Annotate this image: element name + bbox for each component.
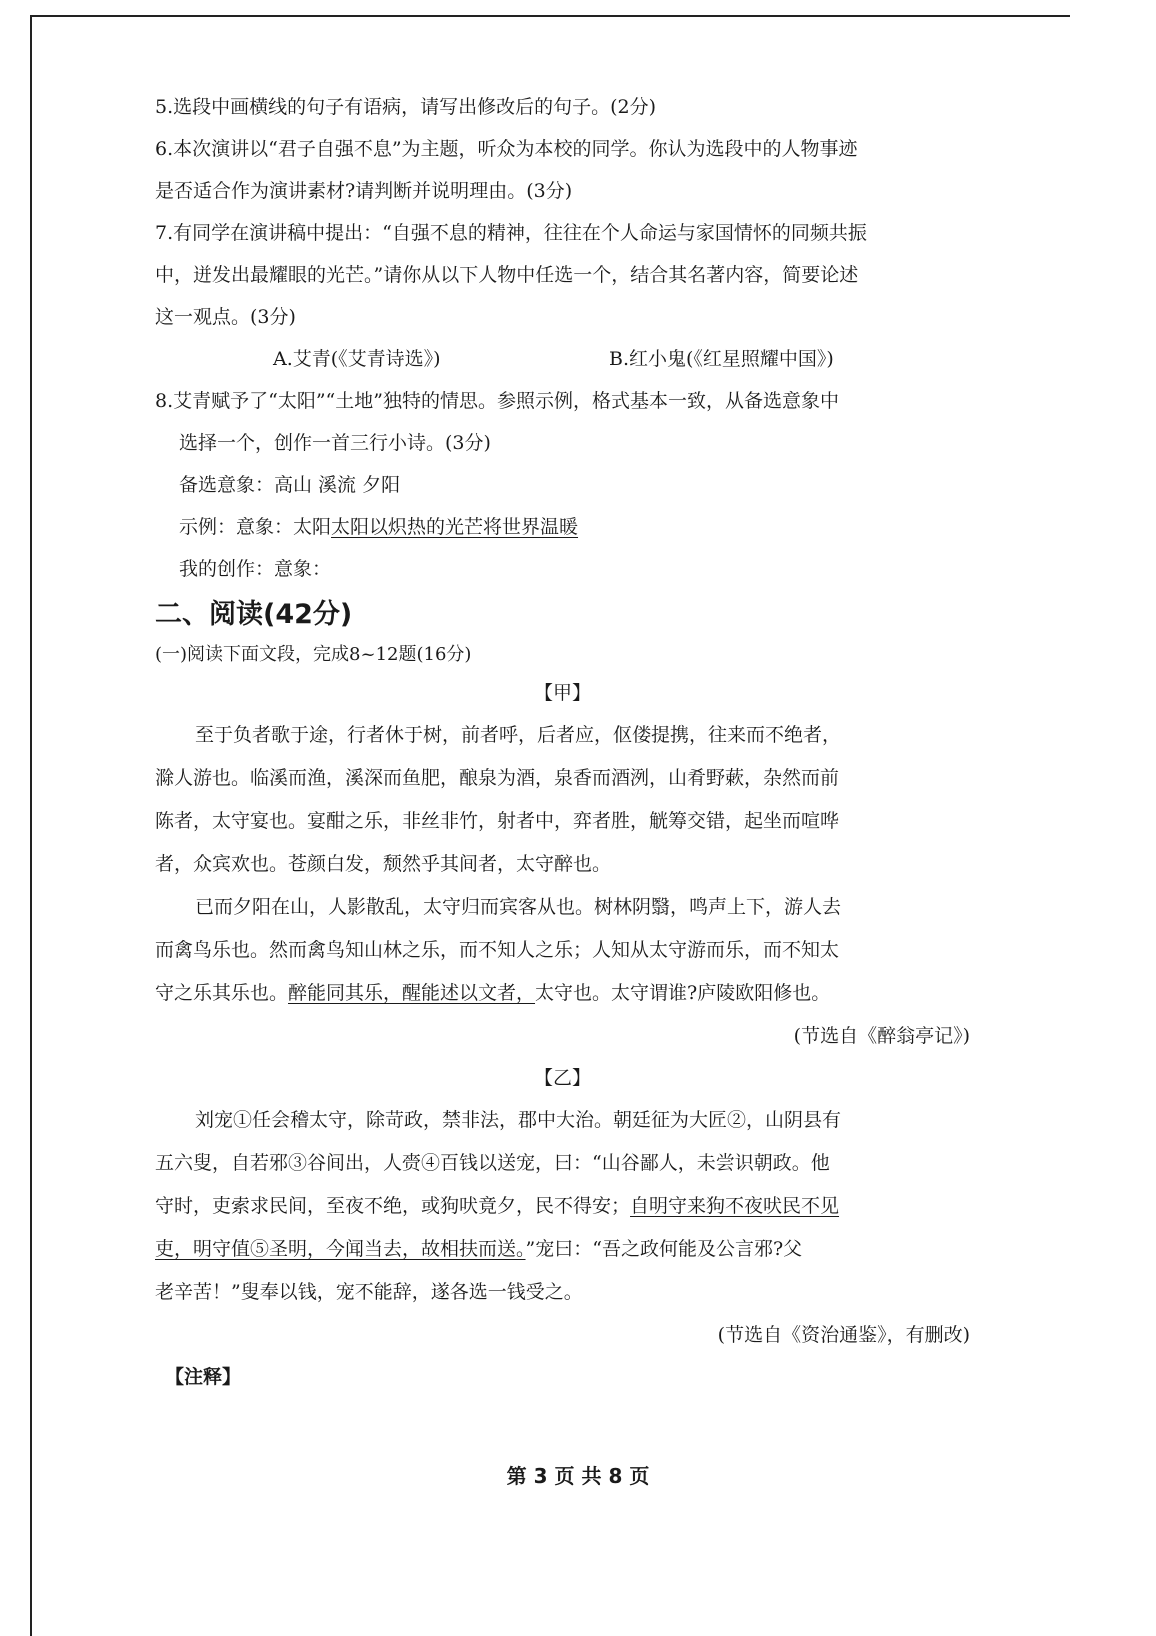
- question-8-line1: 8.艾青赋予了“太阳”“土地”独特的情思。参照示例，格式基本一致，从备选意象中: [155, 390, 839, 412]
- question-6-line2: 是否适合作为演讲素材?请判断并说明理由。(3分): [155, 180, 573, 202]
- jia-p2-l3-end: 太守也。太守谓谁?庐陵欧阳修也。: [535, 982, 831, 1004]
- example-underlined: 太阳以炽热的光芒将世界温暖: [331, 516, 579, 538]
- passage-jia-title: 【甲】: [533, 682, 591, 704]
- jia-p1-l4: 者，众宾欢也。苍颜白发，颓然乎其间者，太守醉也。: [155, 853, 612, 875]
- question-8-my-creation: 我的创作：意象：: [179, 558, 332, 580]
- notes-label: 【注释】: [165, 1366, 242, 1388]
- yi-underlined-1: 自明守来狗不夜吠民不见: [630, 1195, 840, 1217]
- option-b: B.红小鬼(《红星照耀中国》): [609, 348, 834, 370]
- exam-page: [155, 86, 970, 1398]
- jia-p2-l3-start: 守之乐其乐也。: [155, 982, 289, 1004]
- yi-l5: 老辛苦！”叟奉以钱，宠不能辞，遂各选一钱受之。: [155, 1281, 583, 1303]
- jia-p1-l3: 陈者，太守宴也。宴酣之乐，非丝非竹，射者中，弈者胜，觥筹交错，起坐而喧哗: [155, 810, 840, 832]
- question-7-line2: 中，迸发出最耀眼的光芒。”请你从以下人物中任选一个，结合其名著内容，简要论述: [155, 264, 859, 286]
- question-6-line1: 6.本次演讲以“君子自强不息”为主题，听众为本校的同学。你认为选段中的人物事迹: [155, 138, 858, 160]
- jia-underlined-sentence: 醉能同其乐，醒能述以文者，: [288, 982, 536, 1004]
- yi-l3: [155, 1185, 970, 1228]
- question-8-example: [155, 506, 970, 548]
- question-7-line1: 7.有同学在演讲稿中提出：“自强不息的精神，往往在个人命运与家国情怀的同频共振: [155, 222, 867, 244]
- question-7-options: [155, 338, 970, 380]
- jia-p2-l1: 已而夕阳在山，人影散乱，太守归而宾客从也。树林阴翳，鸣声上下，游人去: [195, 896, 842, 918]
- yi-l4-end: ”宠曰：“吾之政何能及公言邪?父: [525, 1238, 803, 1260]
- question-5: 5.选段中画横线的句子有语病，请写出修改后的句子。(2分): [155, 96, 657, 118]
- page-footer: 第 3 页 共 8 页: [506, 1464, 650, 1488]
- jia-p2-l3: [155, 972, 970, 1015]
- yi-l2: 五六叟，自若邪③谷间出，人赍④百钱以送宠，曰：“山谷鄙人，未尝识朝政。他: [155, 1152, 830, 1174]
- jia-p2-l2: 而禽鸟乐也。然而禽鸟知山林之乐，而不知人之乐；人知从太守游而乐，而不知太: [155, 939, 840, 961]
- question-8-line2: 选择一个，创作一首三行小诗。(3分): [179, 432, 491, 454]
- yi-source: (节选自《资治通鉴》，有删改): [717, 1324, 970, 1346]
- jia-source: (节选自《醉翁亭记》): [793, 1025, 970, 1047]
- yi-l1: 刘宠①任会稽太守，除苛政，禁非法，郡中大治。朝廷征为大匠②，山阴县有: [195, 1109, 842, 1131]
- yi-l3-start: 守时，吏索求民间，至夜不绝，或狗吠竟夕，民不得安；: [155, 1195, 631, 1217]
- part1-intro: (一)阅读下面文段，完成8~12题(16分): [155, 644, 472, 665]
- page-border-top: [30, 15, 1070, 17]
- passage-yi-title: 【乙】: [533, 1067, 591, 1089]
- jia-p1-l2: 滁人游也。临溪而渔，溪深而鱼肥，酿泉为酒，泉香而酒洌，山肴野蔌，杂然而前: [155, 767, 840, 789]
- question-8-images: 备选意象：高山 溪流 夕阳: [179, 474, 401, 496]
- yi-underlined-2: 吏，明守值⑤圣明，今闻当去，故相扶而送。: [155, 1238, 526, 1260]
- example-prefix: 示例：意象：太阳: [179, 516, 332, 538]
- question-7-line3: 这一观点。(3分): [155, 306, 296, 328]
- yi-l4: [155, 1228, 970, 1271]
- jia-p1-l1: 至于负者歌于途，行者休于树，前者呼，后者应，伛偻提携，往来而不绝者，: [195, 724, 842, 746]
- option-a: A.艾青(《艾青诗选》): [273, 348, 441, 370]
- section-heading: 二、阅读(42分): [155, 599, 353, 630]
- page-border-left: [30, 15, 32, 1636]
